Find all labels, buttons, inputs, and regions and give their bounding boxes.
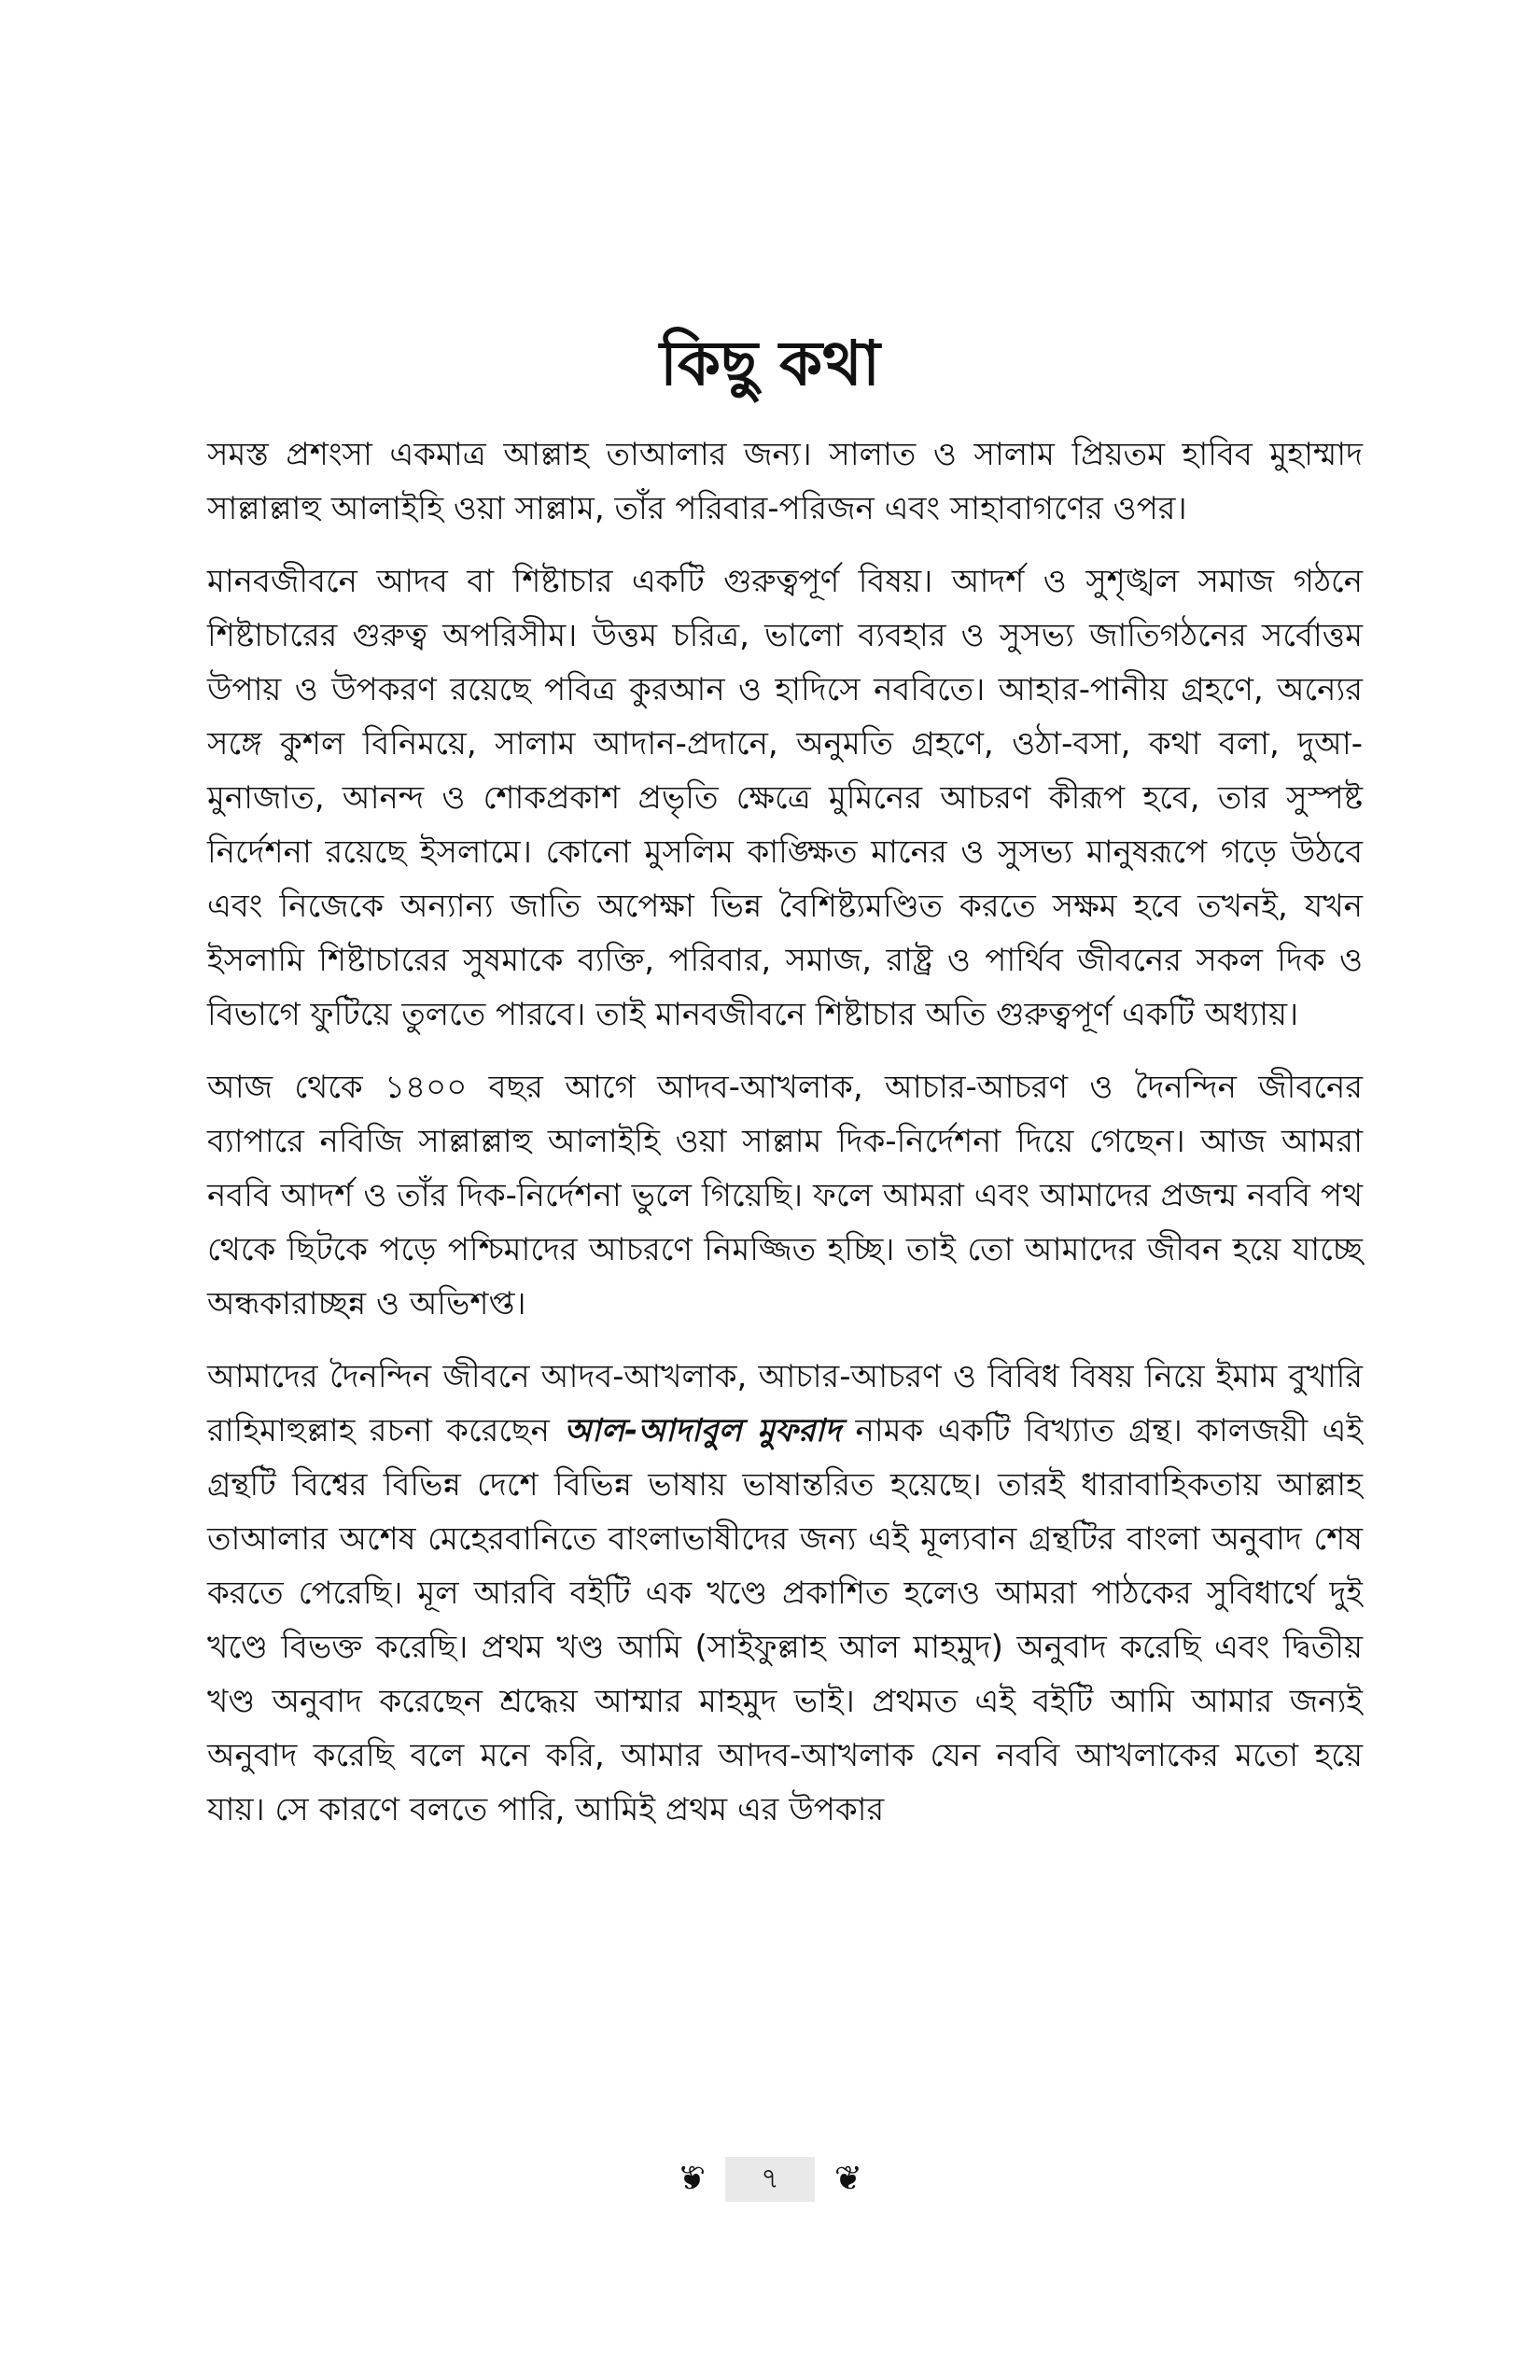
paragraph-4-intro: আমাদের দৈনন্দিন জীবনে আদব-আখলাক, আচার-আচরণ ও বিবিধ বিষয় নিয়ে ইমাম বুখারি রাহিমাহুল্লাহ রচনা করেছেন [207, 1358, 1363, 1449]
floral-ornament-left-icon: ❦ [677, 2160, 707, 2198]
paragraph-4 [207, 1350, 1363, 1837]
page-number: ৭ [725, 2157, 815, 2202]
page-title: কিছু কথা [659, 328, 881, 399]
paragraph-1: সমস্ত প্রশংসা একমাত্র আল্লাহ তাআলার জন্য। সালাত ও সালাম প্রিয়তম হাবিব মুহাম্মাদ সাল্লাল্লাহু আলাইহি ওয়া সাল্লাম, তাঁর পরিবার-পরিজন এবং সাহাবাগণের ওপর। [207, 436, 1363, 527]
body-text [207, 427, 1363, 1855]
floral-ornament-right-icon: ❦ [833, 2160, 863, 2198]
book-title-italic: আল-আদাবুল মুফরাদ [564, 1412, 842, 1449]
paragraph-3: আজ থেকে ১৪০০ বছর আগে আদব-আখলাক, আচার-আচরণ ও দৈনন্দিন জীবনের ব্যাপারে নবিজি সাল্লাল্লাহু আলাইহি ওয়া সাল্লাম দিক-নির্দেশনা দিয়ে গেছেন। আজ আমরা নববি আদর্শ ও তাঁর দিক-নির্দেশনা ভুলে গিয়েছি। ফলে আমরা এবং আমাদের প্রজন্ম নববি পথ থেকে ছিটকে পড়ে পশ্চিমাদের আচরণে নিমজ্জিত হচ্ছি। তাই তো আমাদের জীবন হয়ে যাচ্ছে অন্ধকারাচ্ছন্ন ও অভিশপ্ত। [207, 1069, 1363, 1323]
paragraph-4-rest: নামক একটি বিখ্যাত গ্রন্থ। কালজয়ী এই গ্রন্থটি বিশ্বের বিভিন্ন দেশে বিভিন্ন ভাষায় ভাষান্তরিত হয়েছে। তারই ধারাবাহিকতায় আল্লাহ তাআলার অশেষ মেহেরবানিতে বাংলাভাষীদের জন্য এই মূল্যবান গ্রন্থটির বাংলা অনুবাদ শেষ করতে পেরেছি। মূল আরবি বইটি এক খণ্ডে প্রকাশিত হলেও আমরা পাঠকের সুবিধার্থে দুই খণ্ডে বিভক্ত করেছি। প্রথম খণ্ড আমি (সাইফুল্লাহ আল মাহমুদ) অনুবাদ করেছি এবং দ্বিতীয় খণ্ড অনুবাদ করেছেন শ্রদ্ধেয় আম্মার মাহমুদ ভাই। প্রথমত এই বইটি আমি আমার জন্যই অনুবাদ করেছি বলে মনে করি, আমার আদব-আখলাক যেন নববি আখলাকের মতো হয়ে যায়। সে কারণে বলতে পারি, আমিই প্রথম এর উপকার [207, 1412, 1364, 1828]
page-footer [0, 2151, 1540, 2207]
paragraph-2: মানবজীবনে আদব বা শিষ্টাচার একটি গুরুত্বপূর্ণ বিষয়। আদর্শ ও সুশৃঙ্খল সমাজ গঠনে শিষ্টাচারের গুরুত্ব অপরিসীম। উত্তম চরিত্র, ভালো ব্যবহার ও সুসভ্য জাতিগঠনের সর্বোত্তম উপায় ও উপকরণ রয়েছে পবিত্র কুরআন ও হাদিসে নববিতে। আহার-পানীয় গ্রহণে, অন্যের সঙ্গে কুশল বিনিময়ে, সালাম আদান-প্রদানে, অনুমতি গ্রহণে, ওঠা-বসা, কথা বলা, দুআ-মুনাজাত, আনন্দ ও শোকপ্রকাশ প্রভৃতি ক্ষেত্রে মুমিনের আচরণ কীরূপ হবে, তার সুস্পষ্ট নির্দেশনা রয়েছে ইসলামে। কোনো মুসলিম কাঙ্ক্ষিত মানের ও সুসভ্য মানুষরূপে গড়ে উঠবে এবং নিজেকে অন্যান্য জাতি অপেক্ষা ভিন্ন বৈশিষ্ট্যমণ্ডিত করতে সক্ষম হবে তখনই, যখন ইসলামি শিষ্টাচারের সুষমাকে ব্যক্তি, পরিবার, সমাজ, রাষ্ট্র ও পার্থিব জীবনের সকল দিক ও বিভাগে ফুটিয়ে তুলতে পারবে। তাই মানবজীবনে শিষ্টাচার অতি গুরুত্বপূর্ণ একটি অধ্যায়। [207, 563, 1363, 1033]
